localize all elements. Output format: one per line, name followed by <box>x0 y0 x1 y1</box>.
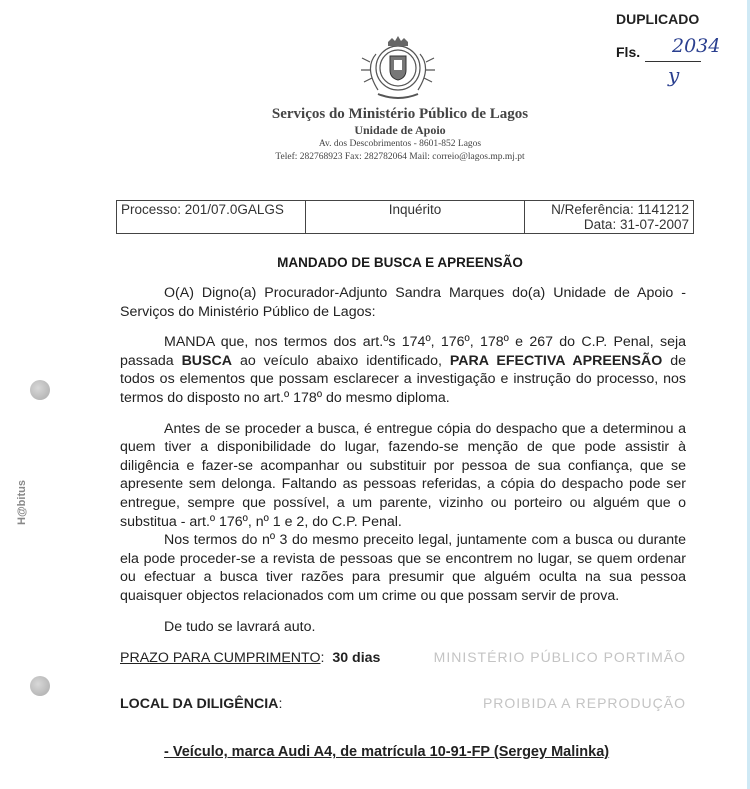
org-name: Serviços do Ministério Público de Lagos <box>271 106 529 122</box>
reference-number: N/Referência: 1141212 <box>551 202 689 217</box>
process-number: Processo: 201/07.0GALGS <box>117 201 306 234</box>
deadline-label: PRAZO PARA CUMPRIMENTO <box>120 650 321 667</box>
deadline-value: 30 dias <box>332 650 381 667</box>
deadline-sep: : <box>320 650 333 667</box>
paragraph-record: De tudo se lavrará auto. <box>164 618 316 635</box>
paragraph-order <box>120 333 686 407</box>
paragraph-procedure: Antes de se proceder a busca, é entregue cópia do despacho que a determinou a quem tiver a disponibilidade do lugar, fazendo-se menção de que pode assistir à diligência e fazer-se acompanhar ou substituir por pessoa de sua confiança, que se apresente sem delonga. Faltando as pessoas referidas, a cópia do despacho pode ser entregue, sempre que possível, a um parente, vizinho ou porteiro ou alguém que o substitua - art.º 176º, nº 1 e 2, do C.P. Penal. <box>120 420 686 530</box>
location-label: LOCAL DA DILIGÊNCIA <box>120 695 279 712</box>
folio-label: Fls. <box>616 44 641 60</box>
order-bold-busca: BUSCA <box>181 352 233 369</box>
deadline <box>120 649 380 668</box>
folio-initial: y <box>668 63 680 87</box>
document-date: Data: 31-07-2007 <box>583 217 689 232</box>
location-heading <box>120 695 282 714</box>
order-text: de todos os elementos que possam esclarecer a investigação e instrução do processo, nos termos do disposto no art.º 178º do mesmo diploma. <box>120 352 686 406</box>
case-type: Inquérito <box>306 201 525 234</box>
contacts: Telef: 282768923 Fax: 282782064 Mail: correio@lagos.mp.mj.pt <box>275 152 525 162</box>
deadline-row <box>120 648 686 668</box>
punch-hole <box>30 380 50 400</box>
unit-name: Unidade de Apoio <box>354 123 446 137</box>
document-title: MANDADO DE BUSCA E APREENSÃO <box>277 255 523 270</box>
punch-hole <box>30 676 50 696</box>
duplicate-stamp: DUPLICADO <box>616 11 700 27</box>
reference-cell <box>525 201 694 234</box>
paragraph-issuer: O(A) Digno(a) Procurador-Adjunto Sandra Marques do(a) Unidade de Apoio - Serviços do Ministério Público de Lagos: <box>120 285 686 320</box>
folio-underline <box>645 61 701 62</box>
order-text: MANDA que, nos termos dos art.ºs 174º, 176º, 178º e 267 do C.P. Penal, seja passada <box>120 334 686 369</box>
brand-mark: H@bitus <box>16 480 28 525</box>
case-info-table <box>116 200 694 234</box>
folio-number: 2034 <box>672 35 721 57</box>
order-text: ao veículo abaixo identificado, <box>232 352 450 369</box>
vehicle-description: - Veículo, marca Audi A4, de matrícula 10-91-FP (Sergey Malinka) <box>164 744 610 761</box>
address: Av. dos Descobrimentos - 8601-852 Lagos <box>318 139 482 149</box>
coat-of-arms-icon <box>356 34 440 100</box>
order-bold-apreensao: PARA EFECTIVA APREENSÃO <box>449 352 663 369</box>
watermark-line2: PROIBIDA A REPRODUÇÃO <box>482 694 686 711</box>
paragraph-search: Nos termos do nº 3 do mesmo preceito legal, juntamente com a busca ou durante ela pode proceder-se a revista de pessoas que se encontrem no lugar, se quem ordenar ou efectuar a busca tiver razões para presumir que alguém oculta na sua pessoa quaisquer objectos relacionados com um crime ou que possam servir de prova. <box>120 532 686 604</box>
location-sep: : <box>278 695 283 712</box>
document-body <box>120 284 686 762</box>
location-row <box>120 694 686 714</box>
watermark-line1: MINISTÉRIO PÚBLICO PORTIMÃO <box>433 649 686 666</box>
